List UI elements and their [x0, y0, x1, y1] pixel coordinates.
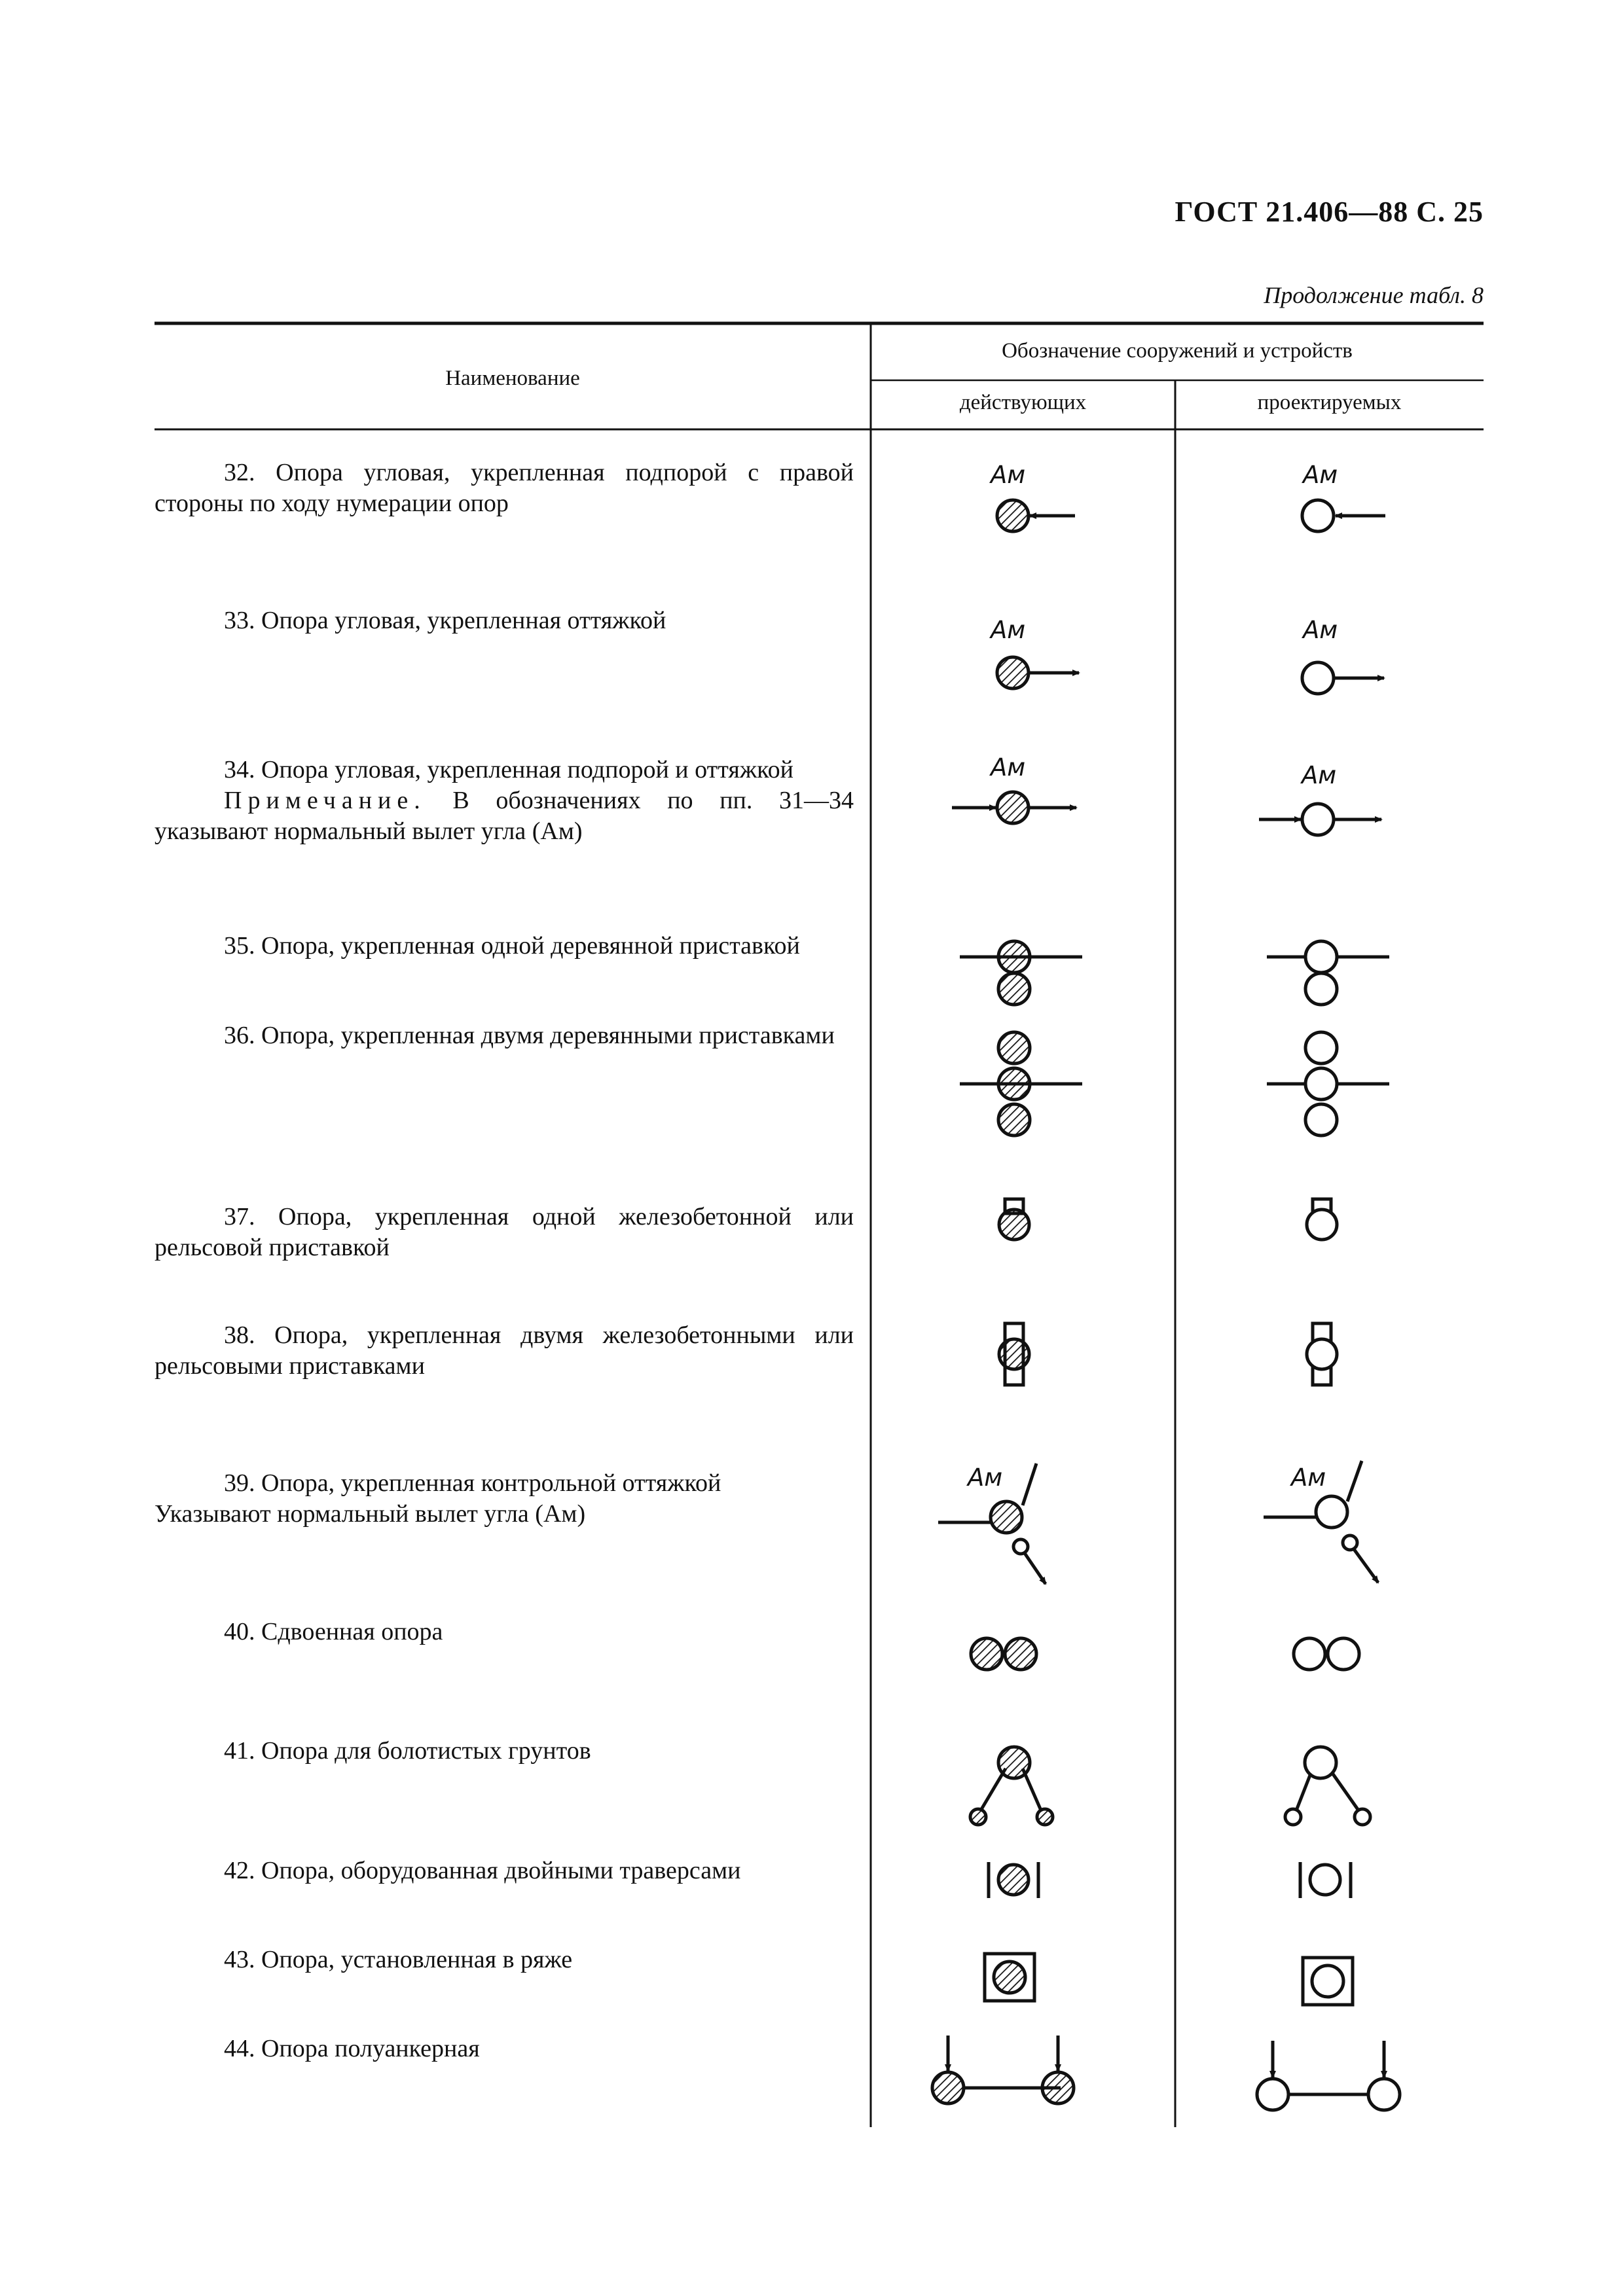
support-two-concrete-stubs-hatched-icon	[999, 1323, 1029, 1385]
support-double-open-icon	[1294, 1638, 1359, 1670]
row-33-text: 33. Опора угловая, укрепленная оттяжкой	[224, 607, 666, 634]
support-angle-strut-guy-hatched-icon	[952, 753, 1076, 823]
row-34-text: 34. Опора угловая, укрепленная подпорой и оттяжкой Примечание. В обозначениях по пп. 31—34 указывают нормальный вылет угла (Ам)	[155, 755, 854, 847]
support-semi-anchor-hatched-icon	[932, 2036, 1074, 2104]
support-one-concrete-stub-open-icon	[1307, 1199, 1337, 1240]
row-40-text: 40. Сдвоенная опора	[224, 1618, 443, 1645]
support-swamp-open-icon	[1285, 1747, 1370, 1825]
svg-text:Ам: Ам	[1303, 461, 1338, 489]
support-control-guy-open-icon	[1264, 1461, 1378, 1583]
row-41-text: 41. Опора для болотистых грунтов	[224, 1737, 591, 1765]
support-angle-strut-right-open-icon	[1302, 461, 1385, 531]
svg-text:Ам: Ам	[1302, 761, 1337, 789]
row-35-text: 35. Опора, укрепленная одной деревянной приставкой	[224, 932, 800, 960]
support-two-wood-stubs-hatched-icon	[960, 1032, 1082, 1136]
document-reference: ГОСТ 21.406—88 С. 25	[1175, 196, 1484, 228]
row-32-text: 32. Опора угловая, укрепленная подпорой с правой стороны по ходу нумерации опор	[155, 459, 854, 517]
support-double-hatched-icon	[971, 1638, 1036, 1670]
row-38-text: 38. Опора, укрепленная двумя железобетонными или рельсовыми приставками	[155, 1321, 854, 1380]
row-44-text: 44. Опора полуанкерная	[224, 2035, 480, 2062]
svg-text:Ам: Ам	[1291, 1463, 1326, 1492]
table-continuation-label: Продолжение табл. 8	[1264, 282, 1484, 308]
support-one-wood-stub-open-icon	[1267, 941, 1389, 1005]
support-one-wood-stub-hatched-icon	[960, 941, 1082, 1005]
svg-text:Ам: Ам	[1303, 616, 1338, 644]
row-39-note: Указывают нормальный вылет угла (Ам)	[155, 1500, 586, 1528]
support-angle-guy-open-icon	[1302, 616, 1384, 694]
svg-text:Ам: Ам	[991, 461, 1026, 489]
support-two-wood-stubs-open-icon	[1267, 1032, 1389, 1136]
support-one-concrete-stub-hatched-icon	[999, 1199, 1029, 1240]
column-header-name: Наименование	[445, 367, 580, 390]
row-36-text: 36. Опора, укрепленная двумя деревянными приставками	[224, 1022, 835, 1049]
svg-text:Ам: Ам	[991, 753, 1026, 781]
support-crib-hatched-icon	[985, 1954, 1034, 2001]
row-43-text: 43. Опора, установленная в ряже	[224, 1946, 573, 1973]
row-42-text: 42. Опора, оборудованная двойными траверсами	[224, 1857, 741, 1884]
support-double-crossarm-hatched-icon	[989, 1862, 1038, 1898]
row-34-note: Примечание. В обозначениях по пп. 31—34 указывают нормальный вылет угла (Ам)	[155, 787, 854, 845]
column-header-designation: Обозначение сооружений и устройств	[1002, 339, 1353, 363]
svg-text:Ам: Ам	[991, 616, 1026, 644]
support-angle-strut-right-hatched-icon	[989, 461, 1075, 531]
support-angle-guy-hatched-icon	[989, 616, 1079, 689]
column-header-existing: действующих	[959, 391, 1087, 414]
svg-text:Ам: Ам	[968, 1463, 1003, 1492]
support-angle-strut-guy-open-icon	[1259, 761, 1381, 835]
support-swamp-hatched-icon	[970, 1747, 1053, 1825]
support-control-guy-hatched-icon	[938, 1463, 1046, 1584]
column-header-projected: проектируемых	[1257, 391, 1402, 414]
support-two-concrete-stubs-open-icon	[1307, 1323, 1337, 1385]
support-crib-open-icon	[1303, 1958, 1353, 2005]
row-37-text: 37. Опора, укрепленная одной железобетонной или рельсовой приставкой	[155, 1203, 854, 1261]
support-semi-anchor-open-icon	[1257, 2041, 1400, 2110]
support-double-crossarm-open-icon	[1300, 1862, 1351, 1898]
row-39-text: 39. Опора, укрепленная контрольной оттяжкой Указывают нормальный вылет угла (Ам)	[155, 1468, 854, 1530]
